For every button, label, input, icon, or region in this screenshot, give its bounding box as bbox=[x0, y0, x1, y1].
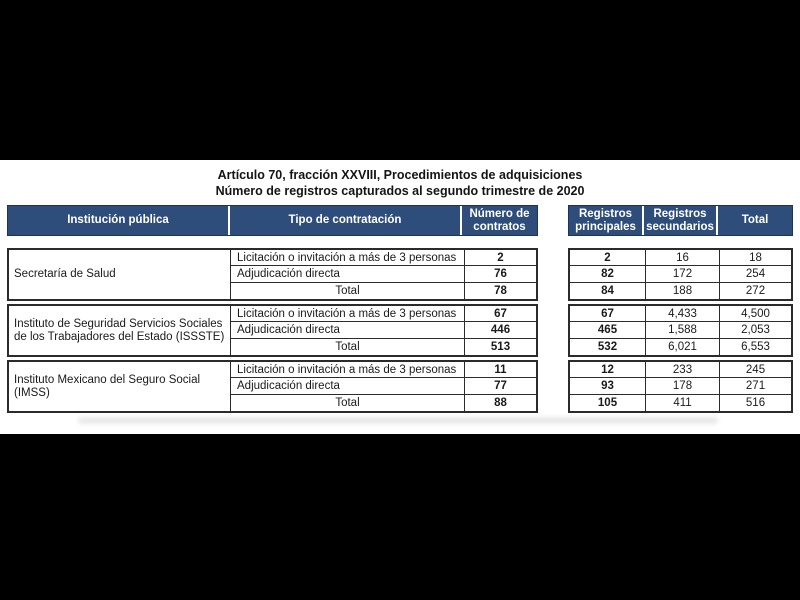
page-title bbox=[0, 167, 800, 199]
registros-secundarios-cell: 4,433 bbox=[645, 306, 719, 322]
registros-principales-total-cell: 84 bbox=[601, 284, 614, 297]
left-block-secretaria-salud bbox=[7, 248, 538, 301]
tipo-cell: Licitación o invitación a más de 3 personas bbox=[231, 306, 464, 322]
contratos-cell: 446 bbox=[464, 322, 536, 338]
registros-secundarios-total-cell: 6,021 bbox=[645, 339, 719, 355]
left-table-header bbox=[7, 205, 538, 236]
registros-secundarios-cell: 233 bbox=[645, 362, 719, 378]
page-title-line2: Número de registros capturados al segundo trimestre de 2020 bbox=[215, 184, 585, 198]
right-table-header bbox=[568, 205, 793, 236]
registros-total-total-cell: 6,553 bbox=[719, 339, 791, 355]
registros-principales-cell: 12 bbox=[570, 362, 645, 378]
registros-principales-cell: 93 bbox=[570, 378, 645, 394]
contratos-cell: 2 bbox=[464, 250, 536, 266]
right-block-issste bbox=[568, 304, 793, 357]
registros-secundarios-cell: 178 bbox=[645, 378, 719, 394]
registros-principales-cell: 465 bbox=[570, 322, 645, 338]
contratos-cell: 76 bbox=[464, 266, 536, 282]
registros-secundarios-total-cell: 411 bbox=[645, 395, 719, 411]
tipo-total-cell: Total bbox=[335, 396, 360, 409]
contratos-total-cell: 78 bbox=[464, 283, 536, 299]
contratos-cell: 77 bbox=[464, 378, 536, 394]
header-registros-secundarios: Registros secundarios bbox=[644, 206, 718, 235]
institution-name: Secretaría de Salud bbox=[9, 250, 231, 299]
registros-principales-cell: 2 bbox=[570, 250, 645, 266]
header-numero-de-contratos: Número de contratos bbox=[462, 206, 537, 235]
contratos-total-cell: 88 bbox=[464, 395, 536, 411]
registros-total-cell: 18 bbox=[719, 250, 791, 266]
left-block-imss bbox=[7, 360, 538, 413]
header-tipo-de-contratacion: Tipo de contratación bbox=[230, 206, 462, 235]
header-total: Total bbox=[718, 206, 792, 235]
tipo-total-cell: Total bbox=[335, 284, 360, 297]
registros-total-cell: 271 bbox=[719, 378, 791, 394]
registros-principales-total-cell: 532 bbox=[597, 340, 618, 353]
registros-total-total-cell: 272 bbox=[719, 283, 791, 299]
contratos-cell: 67 bbox=[464, 306, 536, 322]
tipo-cell: Licitación o invitación a más de 3 personas bbox=[231, 362, 464, 378]
right-block-imss bbox=[568, 360, 793, 413]
registros-secundarios-cell: 1,588 bbox=[645, 322, 719, 338]
institution-name: Instituto de Seguridad Servicios Sociales de los Trabajadores del Estado (ISSSTE) bbox=[9, 306, 231, 355]
registros-total-total-cell: 516 bbox=[719, 395, 791, 411]
registros-principales-total-cell: 105 bbox=[597, 396, 618, 409]
scan-artifact-smudge bbox=[78, 417, 718, 424]
registros-secundarios-cell: 16 bbox=[645, 250, 719, 266]
registros-total-cell: 2,053 bbox=[719, 322, 791, 338]
registros-total-cell: 254 bbox=[719, 266, 791, 282]
contratos-cell: 11 bbox=[464, 362, 536, 378]
registros-principales-cell: 67 bbox=[570, 306, 645, 322]
tipo-cell: Adjudicación directa bbox=[231, 266, 464, 282]
registros-secundarios-cell: 172 bbox=[645, 266, 719, 282]
tipo-total-cell: Total bbox=[335, 340, 360, 353]
contratos-total-cell: 513 bbox=[464, 339, 536, 355]
tipo-cell: Adjudicación directa bbox=[231, 378, 464, 394]
tipo-cell: Licitación o invitación a más de 3 personas bbox=[231, 250, 464, 266]
page-title-line1: Artículo 70, fracción XXVIII, Procedimientos de adquisiciones bbox=[217, 168, 583, 182]
header-registros-principales: Registros principales bbox=[569, 206, 644, 235]
registros-total-cell: 4,500 bbox=[719, 306, 791, 322]
left-block-issste bbox=[7, 304, 538, 357]
tipo-cell: Adjudicación directa bbox=[231, 322, 464, 338]
institution-name: Instituto Mexicano del Seguro Social (IMSS) bbox=[9, 362, 231, 411]
registros-total-cell: 245 bbox=[719, 362, 791, 378]
registros-principales-cell: 82 bbox=[570, 266, 645, 282]
registros-secundarios-total-cell: 188 bbox=[645, 283, 719, 299]
header-institucion-publica: Institución pública bbox=[8, 206, 230, 235]
right-block-secretaria-salud bbox=[568, 248, 793, 301]
document-page bbox=[0, 160, 800, 434]
